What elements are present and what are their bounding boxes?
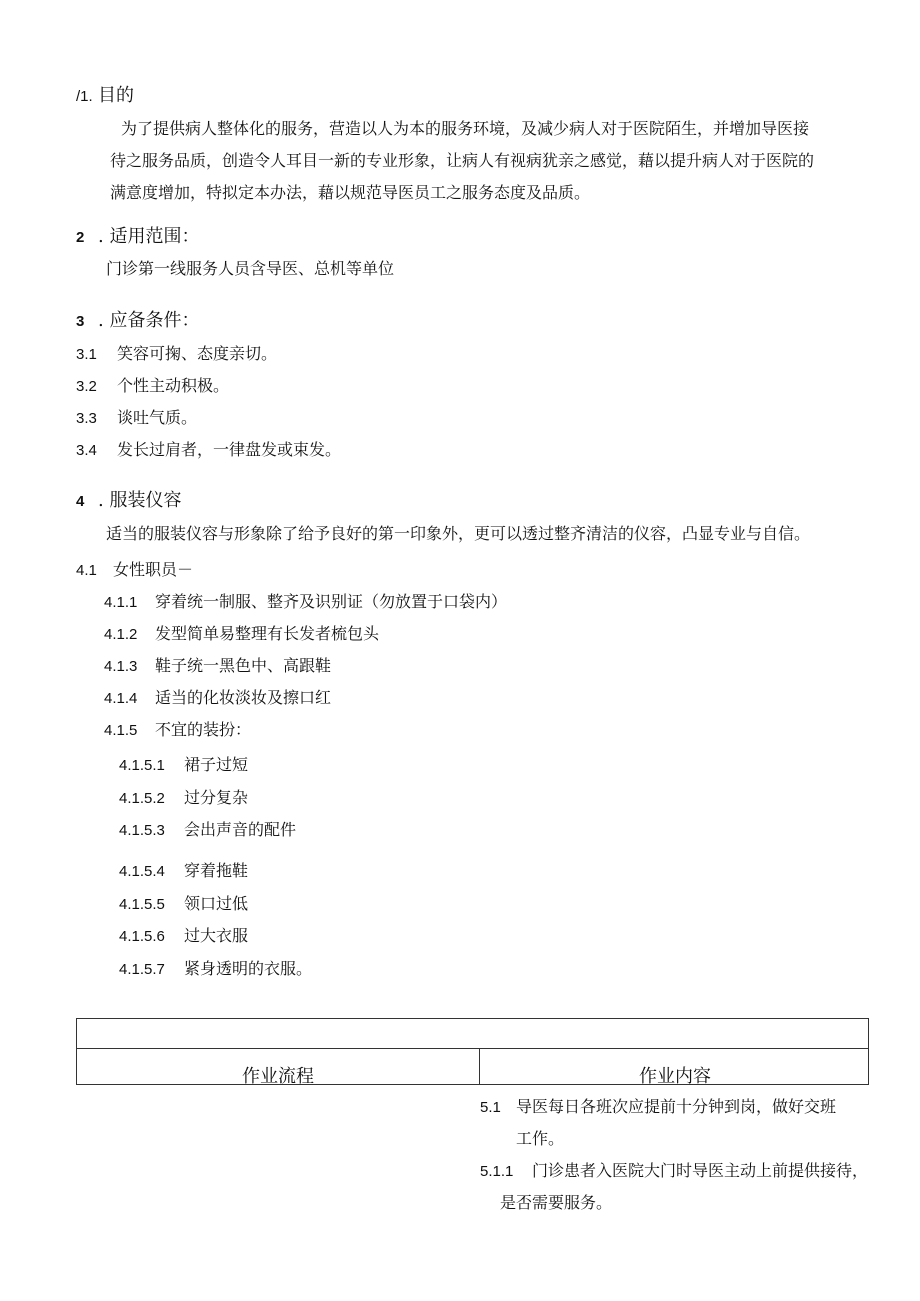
list-item-number: 3.1 — [76, 346, 97, 363]
list-item-number: 4.1.5.4 — [119, 863, 165, 880]
scope-text: 门诊第一线服务人员含导医、总机等单位 — [106, 259, 395, 278]
paragraph-line: 待之服务品质，创造令人耳目一新的专业形象，让病人有视病犹亲之感觉，藉以提升病人对于医院的 — [110, 151, 815, 170]
table-row-divider — [77, 1048, 868, 1049]
dress-intro: 适当的服装仪容与形象除了给予良好的第一印象外，更可以透过整齐清洁的仪容，凸显专业与自信。 — [106, 524, 811, 543]
list-item-text: 过分复杂 — [184, 788, 249, 807]
paragraph-line: 满意度增加，特拟定本办法，藉以规范导医员工之服务态度及品质。 — [110, 183, 591, 202]
list-item-text: 过大衣服 — [184, 926, 249, 945]
section-title: . 适用范围： — [98, 226, 200, 247]
list-item-text-continued: 工作。 — [516, 1129, 565, 1148]
section-title: . 应备条件： — [98, 310, 200, 331]
list-item-text: 发型简单易整理有长发者梳包头 — [155, 624, 380, 643]
list-item-text: 门诊患者入医院大门时导医主动上前提供接待， — [532, 1161, 869, 1180]
list-item-number: 4.1.2 — [104, 626, 138, 643]
list-item-number: 4.1.5.5 — [119, 896, 165, 913]
list-item-text: 穿着统一制服、整齐及识别证（勿放置于口袋内） — [155, 592, 508, 611]
list-item-number: 4.1.5.3 — [119, 822, 165, 839]
list-item-number: 3.4 — [76, 442, 97, 459]
subsection-title: 女性职员－ — [113, 560, 194, 579]
list-item-text: 发长过肩者，一律盘发或束发。 — [117, 440, 342, 459]
subsection-number: 4.1 — [76, 562, 97, 579]
list-item-number: 4.1.4 — [104, 690, 138, 707]
list-item-number: 4.1.5.6 — [119, 928, 165, 945]
list-item-text: 谈吐气质。 — [117, 408, 198, 427]
list-item-number: 4.1.5.1 — [119, 757, 165, 774]
list-item-text-continued: 是否需要服务。 — [500, 1193, 613, 1212]
section-number: 3 — [76, 313, 85, 330]
list-item-number: 3.3 — [76, 410, 97, 427]
list-item-number: 4.1.5 — [104, 722, 138, 739]
table-header-process: 作业流程 — [242, 1066, 314, 1087]
list-item-number: 4.1.5.7 — [119, 961, 165, 978]
list-item-number: 5.1 — [480, 1099, 501, 1116]
list-item-text: 紧身透明的衣服。 — [184, 959, 313, 978]
list-item-text: 不宜的装扮： — [155, 720, 252, 739]
list-item-number: 5.1.1 — [480, 1163, 514, 1180]
table-header-content: 作业内容 — [639, 1066, 711, 1087]
section-title: . 服装仪容 — [98, 490, 182, 511]
workflow-table — [76, 1018, 869, 1085]
list-item-number: 4.1.5.2 — [119, 790, 165, 807]
section-number: 2 — [76, 229, 85, 246]
list-item-text: 裙子过短 — [184, 755, 249, 774]
list-item-text: 领口过低 — [184, 894, 249, 913]
list-item-text: 鞋子统一黑色中、高跟鞋 — [155, 656, 332, 675]
section-title: 目的 — [98, 85, 134, 106]
list-item-text: 个性主动积极。 — [117, 376, 230, 395]
list-item-text: 适当的化妆淡妆及擦口红 — [155, 688, 332, 707]
list-item-text: 导医每日各班次应提前十分钟到岗，做好交班 — [516, 1097, 837, 1116]
list-item-text: 笑容可掬、态度亲切。 — [117, 344, 278, 363]
list-item-number: 3.2 — [76, 378, 97, 395]
paragraph-line: 为了提供病人整体化的服务，营造以人为本的服务环境，及减少病人对于医院陌生，并增加导医接 — [121, 119, 810, 138]
section-number: /1. — [76, 88, 93, 105]
list-item-number: 4.1.1 — [104, 594, 138, 611]
table-column-divider — [479, 1048, 480, 1084]
list-item-number: 4.1.3 — [104, 658, 138, 675]
list-item-text: 会出声音的配件 — [184, 820, 297, 839]
section-number: 4 — [76, 493, 85, 510]
list-item-text: 穿着拖鞋 — [184, 861, 249, 880]
